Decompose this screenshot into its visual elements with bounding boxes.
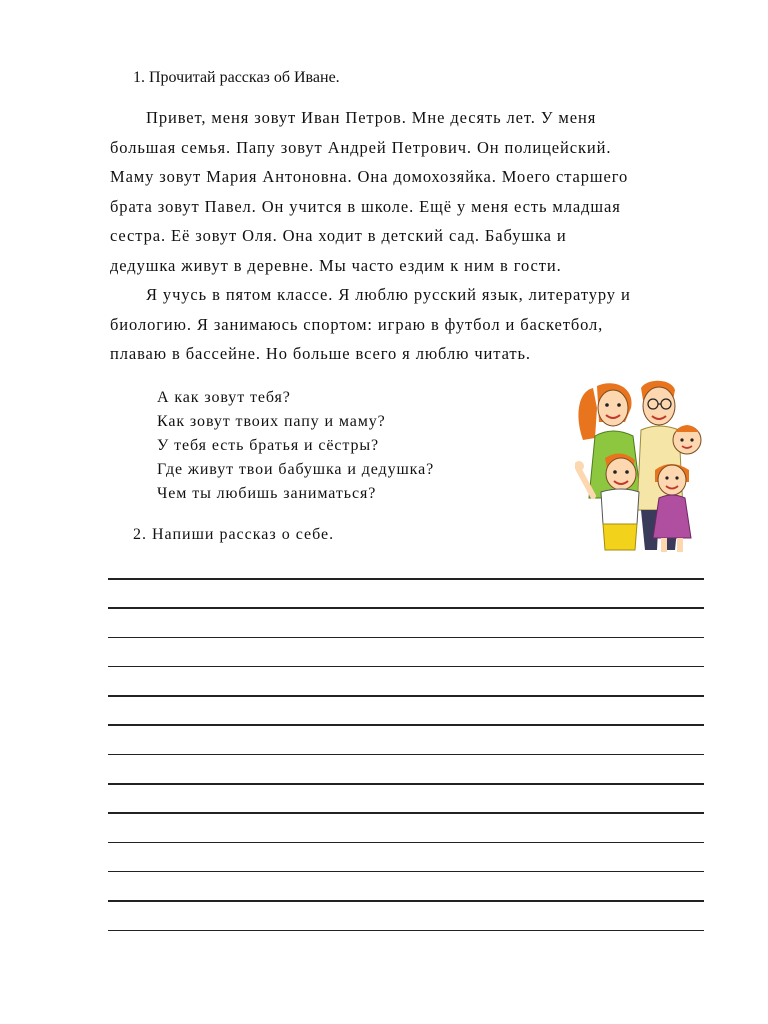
story-line: Я учусь в пятом классе. Я люблю русский язык, литературу и: [146, 285, 631, 304]
answer-line[interactable]: [108, 812, 704, 814]
answer-line[interactable]: [108, 754, 704, 756]
story-line: дедушка живут в деревне. Мы часто ездим к ним в гости.: [110, 255, 562, 275]
story-text: [110, 103, 710, 369]
question-item: Где живут твои бабушка и дедушка?: [157, 461, 435, 478]
story-line: биологию. Я занимаюсь спортом: играю в футбол и баскетбол,: [110, 314, 604, 334]
question-item: У тебя есть братья и сёстры?: [157, 437, 379, 454]
story-line: большая семья. Папу зовут Андрей Петрович. Он полицейский.: [110, 137, 612, 157]
answer-line[interactable]: [108, 666, 704, 668]
story-line: Маму зовут Мария Антоновна. Она домохозяйка. Моего старшего: [110, 167, 629, 186]
answer-line[interactable]: [108, 842, 704, 844]
answer-line[interactable]: [108, 930, 704, 932]
story-line: плаваю в бассейне. Но больше всего я люблю читать.: [110, 344, 531, 363]
answer-line[interactable]: [108, 695, 704, 697]
answer-line[interactable]: [108, 900, 704, 902]
answer-line[interactable]: [108, 607, 704, 609]
question-item: Чем ты любишь заниматься?: [157, 485, 377, 502]
family-illustration-icon: [575, 378, 715, 556]
answer-lines: [108, 578, 704, 959]
answer-line[interactable]: [108, 637, 704, 639]
question-item: Как зовут твоих папу и маму?: [157, 413, 386, 430]
task1-heading: 1. Прочитай рассказ об Иване.: [133, 69, 340, 86]
story-line: сестра. Её зовут Оля. Она ходит в детский сад. Бабушка и: [110, 226, 567, 245]
boy-figure: [575, 453, 639, 550]
answer-line[interactable]: [108, 871, 704, 873]
story-line: Привет, меня зовут Иван Петров. Мне десять лет. У меня: [146, 108, 597, 127]
answer-line[interactable]: [108, 724, 704, 726]
answer-line[interactable]: [108, 783, 704, 785]
question-list: [157, 386, 434, 506]
task2-heading: 2. Напиши рассказ о себе.: [133, 526, 335, 543]
question-item: А как зовут тебя?: [157, 389, 291, 406]
answer-line[interactable]: [108, 578, 704, 580]
story-line: брата зовут Павел. Он учится в школе. Ещё у меня есть младшая: [110, 196, 621, 216]
baby-figure: [673, 425, 701, 454]
